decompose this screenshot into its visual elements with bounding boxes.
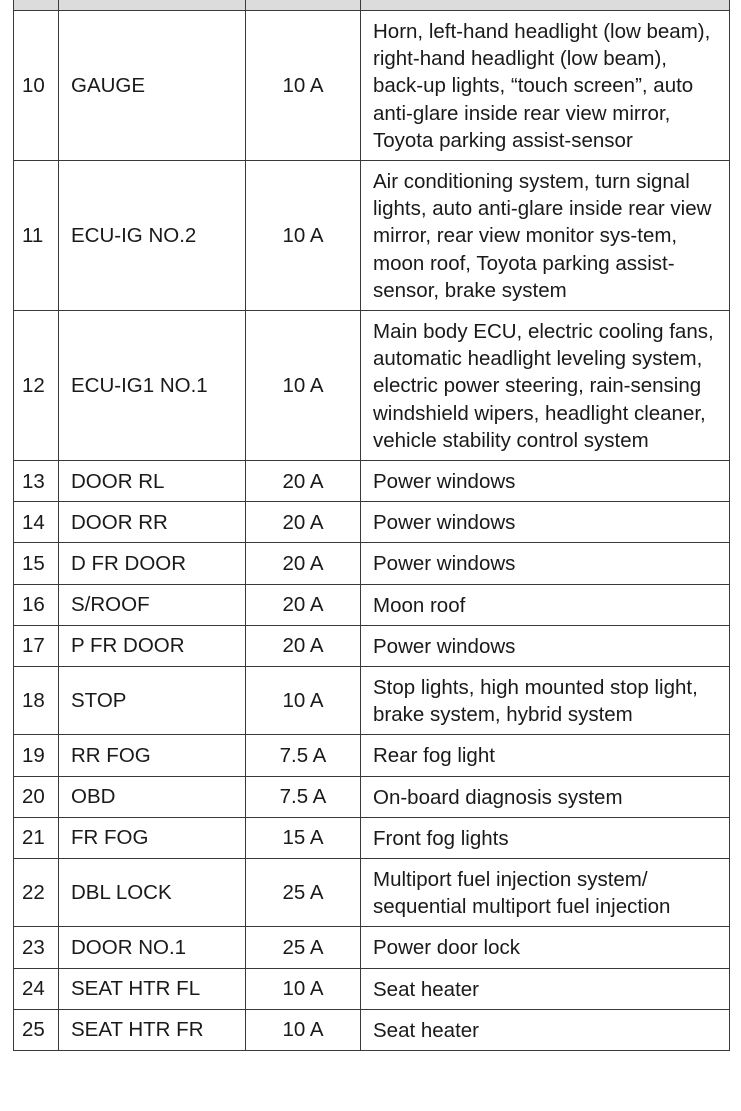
fuse-ampere: 25 A [246,927,361,968]
table-row [14,735,730,776]
fuse-circuit: Seat heater [361,1009,730,1050]
fuse-ampere: 10 A [246,667,361,735]
table-row [14,625,730,666]
fuse-ampere: 20 A [246,502,361,543]
fuse-circuit: Seat heater [361,968,730,1009]
fuse-circuit: Power windows [361,625,730,666]
table-header-row [14,0,730,11]
fuse-name: DOOR RR [59,502,246,543]
fuse-ampere: 10 A [246,968,361,1009]
fuse-name: OBD [59,776,246,817]
fuse-circuit: Air conditioning system, turn signal lights, auto anti-glare inside rear view mirror, rear view monitor sys-tem, moon roof, Toyota parking assist-sensor, brake system [361,161,730,311]
table-row [14,584,730,625]
header-cell-fuse-number [14,0,59,11]
fuse-circuit: Rear fog light [361,735,730,776]
table-row [14,927,730,968]
table-row [14,776,730,817]
fuse-circuit: Front fog lights [361,817,730,858]
fuse-circuit: Power windows [361,543,730,584]
fuse-ampere: 7.5 A [246,735,361,776]
fuse-ampere: 20 A [246,543,361,584]
table-row [14,11,730,161]
fuse-number: 16 [14,584,59,625]
fuse-number: 13 [14,461,59,502]
fuse-number: 14 [14,502,59,543]
table-row [14,502,730,543]
fuse-circuit: Multiport fuel injection system/ sequential multiport fuel injection [361,859,730,927]
fuse-ampere: 10 A [246,1009,361,1050]
fuse-number: 19 [14,735,59,776]
table-row [14,859,730,927]
fuse-name: STOP [59,667,246,735]
fuse-name: S/ROOF [59,584,246,625]
fuse-number: 20 [14,776,59,817]
fuse-ampere: 25 A [246,859,361,927]
fuse-circuit: Power door lock [361,927,730,968]
fuse-number: 11 [14,161,59,311]
table-row [14,461,730,502]
fuse-number: 18 [14,667,59,735]
fuse-number: 24 [14,968,59,1009]
fuse-circuit: Moon roof [361,584,730,625]
fuse-name: GAUGE [59,11,246,161]
table-row [14,311,730,461]
fuse-number: 25 [14,1009,59,1050]
fuse-ampere: 20 A [246,584,361,625]
header-cell-fuse-name [59,0,246,11]
fuse-name: ECU-IG1 NO.1 [59,311,246,461]
fuse-name: ECU-IG NO.2 [59,161,246,311]
table-row [14,161,730,311]
fuse-ampere: 15 A [246,817,361,858]
fuse-circuit: Power windows [361,502,730,543]
fuse-ampere: 10 A [246,11,361,161]
fuse-name: SEAT HTR FL [59,968,246,1009]
fuse-ampere: 20 A [246,461,361,502]
fuse-ampere: 10 A [246,311,361,461]
table-row [14,667,730,735]
fuse-name: SEAT HTR FR [59,1009,246,1050]
fuse-number: 10 [14,11,59,161]
fuse-name: DBL LOCK [59,859,246,927]
fuse-number: 15 [14,543,59,584]
header-cell-ampere [246,0,361,11]
fuse-circuit: On-board diagnosis system [361,776,730,817]
fuse-ampere: 20 A [246,625,361,666]
table-row [14,1009,730,1050]
fuse-name: D FR DOOR [59,543,246,584]
fuse-number: 17 [14,625,59,666]
fuse-ampere: 7.5 A [246,776,361,817]
fuse-number: 22 [14,859,59,927]
fuse-number: 12 [14,311,59,461]
fuse-number: 23 [14,927,59,968]
fuse-circuit: Power windows [361,461,730,502]
table-row [14,968,730,1009]
fuse-circuit: Main body ECU, electric cooling fans, automatic headlight leveling system, electric power steering, rain-sensing windshield wipers, headlight cleaner, vehicle stability control system [361,311,730,461]
fuse-number: 21 [14,817,59,858]
fuse-name: DOOR NO.1 [59,927,246,968]
table-row [14,817,730,858]
fuse-name: P FR DOOR [59,625,246,666]
fuse-name: RR FOG [59,735,246,776]
fuse-name: DOOR RL [59,461,246,502]
fuse-ampere: 10 A [246,161,361,311]
fuse-table [13,0,730,1051]
fuse-name: FR FOG [59,817,246,858]
header-cell-circuit [361,0,730,11]
fuse-circuit: Stop lights, high mounted stop light, brake system, hybrid system [361,667,730,735]
table-row [14,543,730,584]
fuse-circuit: Horn, left-hand headlight (low beam), right-hand headlight (low beam), back-up lights, “touch screen”, auto anti-glare inside rear view mirror, Toyota parking assist-sensor [361,11,730,161]
